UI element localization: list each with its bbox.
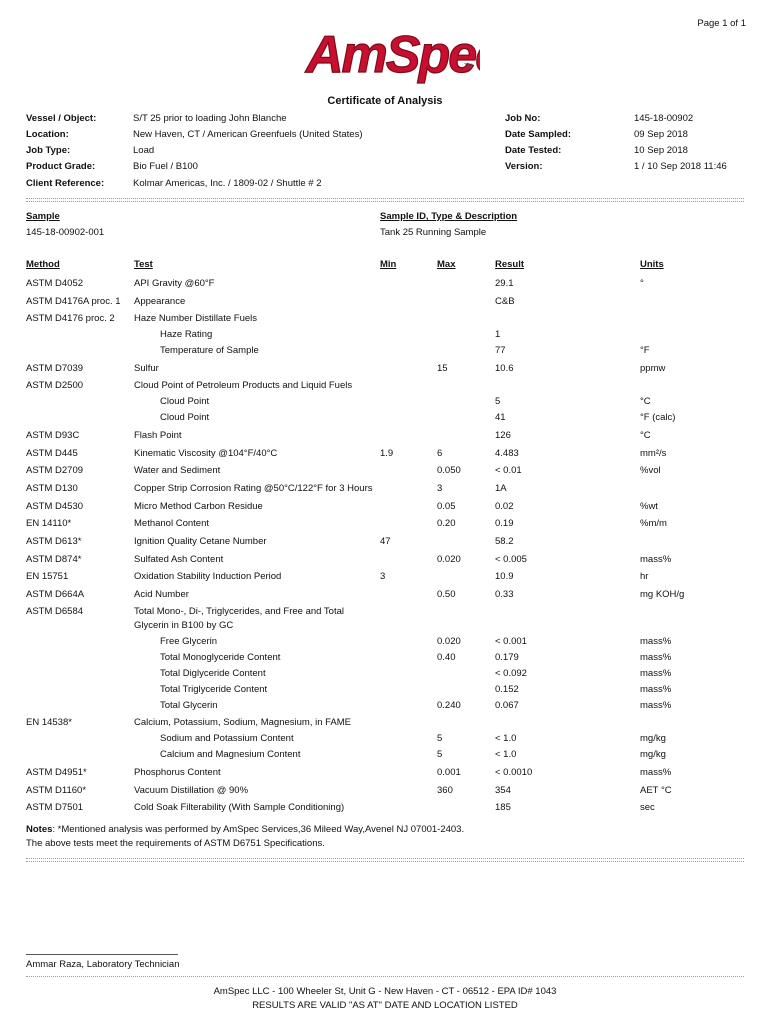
header-label: Product Grade: [26,161,96,172]
cell-max: 0.001 [437,767,461,778]
sample-description: Tank 25 Running Sample [380,227,487,238]
cell-result: 10.9 [495,571,514,582]
cell-test: Cold Soak Filterability (With Sample Conditioning) [134,802,345,813]
cell-units: mass% [640,652,672,663]
cell-result: < 1.0 [495,749,517,760]
cell-test: Sulfated Ash Content [134,554,224,565]
cell-test: Oxidation Stability Induction Period [134,571,282,582]
cell-method: ASTM D4951* [26,767,87,778]
cell-test: Free Glycerin [160,636,218,647]
cell-max: 6 [437,448,443,459]
notes-line-1 [26,824,464,835]
cell-method: ASTM D93C [26,430,80,441]
cell-method: ASTM D613* [26,536,82,547]
page-indicator: Page 1 of 1 [697,18,746,29]
header-label: Job No: [505,113,541,124]
cell-result: 1 [495,329,501,340]
cell-units: mg KOH/g [640,589,685,600]
cell-result: < 1.0 [495,733,517,744]
signature-line [26,954,178,955]
cell-method: ASTM D1160* [26,785,87,796]
cell-test: Kinematic Viscosity @104°F/40°C [134,448,278,459]
header-label: Version: [505,161,543,172]
col-header-test: Test [134,259,153,270]
cell-units: mass% [640,636,672,647]
cell-units: mass% [640,668,672,679]
header-value: Bio Fuel / B100 [133,161,198,172]
cell-max: 0.020 [437,554,461,565]
col-header-result: Result [495,259,525,270]
cell-test: Total Mono-, Di-, Triglycerides, and Free and Total [134,606,344,617]
header-label: Date Tested: [505,145,562,156]
header-label: Job Type: [26,145,71,156]
cell-method: EN 15751 [26,571,69,582]
cell-method: ASTM D4176A proc. 1 [26,296,121,307]
cell-method: ASTM D6584 [26,606,84,617]
cell-test: Total Triglyceride Content [160,684,268,695]
cell-method: ASTM D7039 [26,363,84,374]
cell-units: %m/m [640,518,667,529]
cell-test: Total Glycerin [160,700,218,711]
cell-result: 10.6 [495,363,514,374]
cell-result: 77 [495,345,506,356]
header-value: 145-18-00902 [634,113,694,124]
signature-name: Ammar Raza, Laboratory Technician [26,959,180,970]
cell-test: Flash Point [134,430,182,441]
cell-method: ASTM D7501 [26,802,84,813]
cell-max: 0.05 [437,501,456,512]
cell-test: Cloud Point of Petroleum Products and Liquid Fuels [134,380,353,391]
cell-method: ASTM D4052 [26,278,84,289]
cell-method: EN 14110* [26,518,72,529]
cell-test: Vacuum Distillation @ 90% [134,785,249,796]
cell-method: ASTM D2500 [26,380,84,391]
notes-label: Notes [26,824,53,835]
cell-method: ASTM D874* [26,554,82,565]
cell-units: mass% [640,767,672,778]
sample-id: 145-18-00902-001 [26,227,105,238]
cell-units: mass% [640,554,672,565]
cell-test: Total Monoglyceride Content [160,652,281,663]
cell-test: API Gravity @60°F [134,278,215,289]
header-value: Kolmar Americas, Inc. / 1809-02 / Shuttle # 2 [133,178,322,189]
cell-test: Sodium and Potassium Content [160,733,294,744]
cell-test: Copper Strip Corrosion Rating @50°C/122°F for 3 Hours [134,483,373,494]
cell-test: Haze Rating [160,329,213,340]
cell-units: °F (calc) [640,412,676,423]
cell-units: °C [640,396,651,407]
header-label: Location: [26,129,69,140]
cell-max: 5 [437,749,443,760]
cell-max: 0.240 [437,700,461,711]
cell-units: %vol [640,465,661,476]
header-value: S/T 25 prior to loading John Blanche [133,113,287,124]
cell-method: ASTM D130 [26,483,78,494]
header-value: 10 Sep 2018 [634,145,688,156]
cell-result: 0.179 [495,652,519,663]
cell-max: 15 [437,363,448,374]
cell-units: ppmw [640,363,666,374]
cell-test: Micro Method Carbon Residue [134,501,263,512]
cell-test: Sulfur [134,363,159,374]
cell-test: Acid Number [134,589,189,600]
cell-units: °F [640,345,650,356]
cell-method: ASTM D664A [26,589,85,600]
header-label: Client Reference: [26,178,105,189]
col-header-method: Method [26,259,60,270]
footer-validity: RESULTS ARE VALID "AS AT" DATE AND LOCATION LISTED [252,1000,518,1011]
cell-units: AET °C [640,785,672,796]
cell-units: mass% [640,684,672,695]
cell-result: 41 [495,412,506,423]
cell-max: 0.050 [437,465,461,476]
cell-result: 0.33 [495,589,514,600]
col-header-max: Max [437,259,456,270]
cell-max: 0.50 [437,589,456,600]
header-value: Load [133,145,155,156]
cell-test: Water and Sediment [134,465,221,476]
notes-text: : *Mentioned analysis was performed by AmSpec Services,36 Mileed Way,Avenel NJ 07001-2403. [52,824,465,835]
cell-result: < 0.092 [495,668,527,679]
cell-test: Ignition Quality Cetane Number [134,536,267,547]
cell-result: 4.483 [495,448,519,459]
cell-test: Haze Number Distillate Fuels [134,313,258,324]
cell-result: < 0.01 [495,465,522,476]
cell-method: ASTM D2709 [26,465,84,476]
cell-test: Cloud Point [160,412,210,423]
cell-result: 5 [495,396,501,407]
cell-result: 0.067 [495,700,519,711]
cell-result: < 0.001 [495,636,527,647]
cell-test: Cloud Point [160,396,210,407]
cell-units: sec [640,802,655,813]
cell-units: mg/kg [640,749,666,760]
cell-max: 0.020 [437,636,461,647]
cell-test: Calcium, Potassium, Sodium, Magnesium, in FAME [134,717,351,728]
cell-test: Methanol Content [134,518,209,529]
header-label: Vessel / Object: [26,113,97,124]
cell-test: Phosphorus Content [134,767,221,778]
cell-result: < 0.005 [495,554,527,565]
cell-max: 5 [437,733,443,744]
cell-result: 29.1 [495,278,514,289]
cell-result: 0.152 [495,684,519,695]
svg-text:AmSpec: AmSpe [306,26,476,84]
header-value: 1 / 10 Sep 2018 11:46 [634,161,727,172]
document-title: Certificate of Analysis [327,95,443,107]
cell-test: Calcium and Magnesium Content [160,749,301,760]
cell-result: 0.02 [495,501,514,512]
notes-line-2: The above tests meet the requirements of ASTM D6751 Specifications. [26,838,325,849]
footer-divider [26,976,744,977]
cell-min: 3 [380,571,386,582]
cell-result: 1A [495,483,507,494]
cell-min: 1.9 [380,448,394,459]
cell-test: Appearance [134,296,186,307]
cell-units: mg/kg [640,733,666,744]
cell-result: C&B [495,296,515,307]
section-divider [26,858,744,862]
cell-result: 0.19 [495,518,514,529]
header-value: 09 Sep 2018 [634,129,688,140]
cell-units: %wt [640,501,658,512]
sample-label: Sample [26,211,60,222]
cell-units: hr [640,571,649,582]
cell-units: mm²/s [640,448,667,459]
cell-method: ASTM D445 [26,448,78,459]
cell-units: °C [640,430,651,441]
amspec-logo [300,22,480,84]
cell-max: 360 [437,785,453,796]
cell-units: mass% [640,700,672,711]
cell-method: ASTM D4176 proc. 2 [26,313,115,324]
section-divider [26,198,744,202]
cell-max: 3 [437,483,443,494]
cell-units: ° [640,278,644,289]
cell-max: 0.20 [437,518,456,529]
cell-test: Temperature of Sample [160,345,259,356]
header-value: New Haven, CT / American Greenfuels (United States) [133,129,363,140]
sample-description-label: Sample ID, Type & Description [380,211,518,222]
cell-result: 354 [495,785,511,796]
cell-method: EN 14538* [26,717,72,728]
cell-min: 47 [380,536,391,547]
header-label: Date Sampled: [505,129,571,140]
col-header-min: Min [380,259,397,270]
cell-method: ASTM D4530 [26,501,84,512]
cell-result: < 0.0010 [495,767,533,778]
footer-address: AmSpec LLC - 100 Wheeler St, Unit G - New Haven - CT - 06512 - EPA ID# 1043 [213,986,557,997]
cell-result: 58.2 [495,536,514,547]
cell-test-continued: Glycerin in B100 by GC [134,620,234,631]
cell-result: 126 [495,430,511,441]
cell-max: 0.40 [437,652,456,663]
cell-test: Total Diglyceride Content [160,668,266,679]
col-header-units: Units [640,259,664,270]
svg-text:TM: TM [464,64,473,70]
cell-result: 185 [495,802,511,813]
